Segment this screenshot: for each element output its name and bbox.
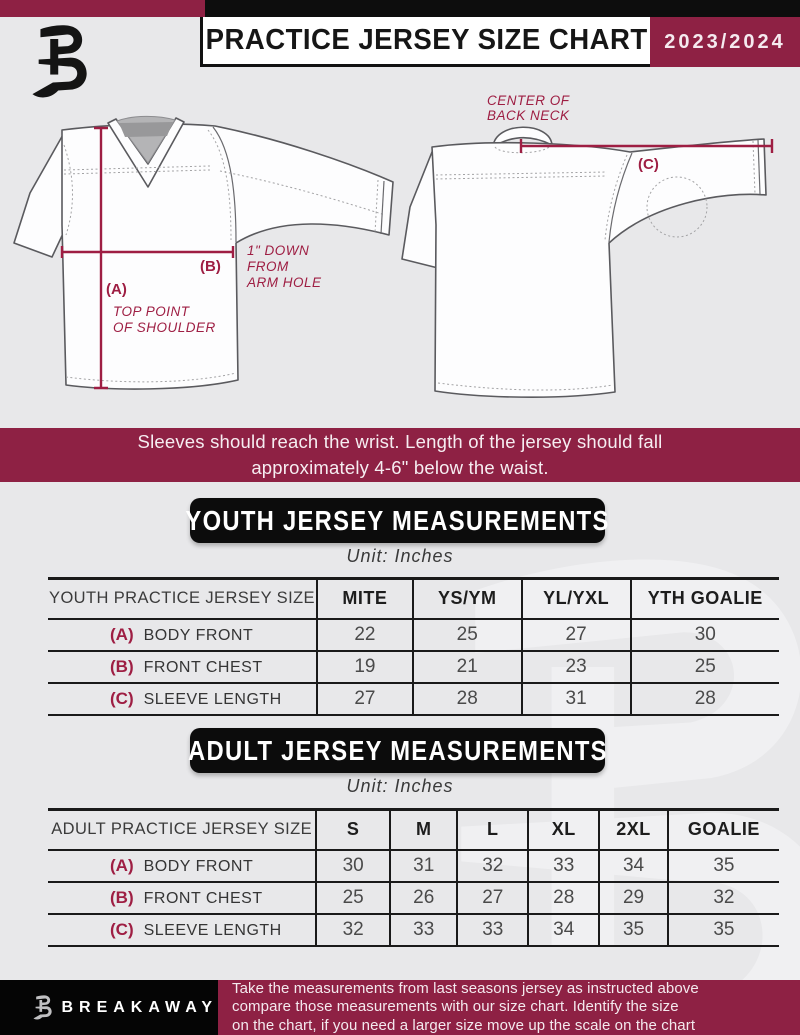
value-cell: 32: [457, 850, 528, 882]
value-cell: 28: [631, 683, 779, 715]
adult-col-l: L: [457, 810, 528, 850]
footer-brand-name: BREAKAWAY: [61, 998, 218, 1016]
value-cell: 21: [413, 651, 522, 683]
adult-header-row: [48, 810, 779, 850]
adult-row-b-label: (B) FRONT CHEST: [110, 887, 263, 907]
value-cell: 19: [317, 651, 413, 683]
youth-banner-label: YOUTH JERSEY MEASUREMENTS: [185, 504, 610, 536]
youth-section-banner: [185, 498, 610, 543]
caption-c-1: CENTER OF: [487, 95, 570, 108]
breakaway-logo-small-icon: [32, 988, 53, 1028]
caption-b-2: FROM: [247, 259, 289, 274]
value-cell: 25: [316, 882, 390, 914]
youth-col-ylyxl: YL/YXL: [522, 579, 631, 619]
adult-unit-label: Unit: Inches: [346, 776, 454, 796]
caption-c-2: BACK NECK: [487, 108, 570, 123]
footer-note-3: on the chart, if you need a larger size move up the scale on the chart: [232, 1016, 696, 1034]
front-left-sleeve: [14, 133, 68, 257]
adult-col-s: S: [316, 810, 390, 850]
adult-section-banner: [187, 728, 608, 773]
breakaway-logo-icon: [28, 22, 92, 104]
caption-a-1: TOP POINT: [113, 304, 190, 319]
value-cell: 35: [599, 914, 668, 946]
caption-b-3: ARM HOLE: [247, 275, 322, 290]
value-cell: 32: [316, 914, 390, 946]
front-neck-shadow: [119, 122, 173, 137]
table-row: [48, 619, 779, 651]
adult-size-table: [48, 808, 779, 947]
value-cell: 27: [317, 683, 413, 715]
table-row: [48, 882, 779, 914]
front-jersey-diagram: [0, 95, 412, 410]
caption-a-2: OF SHOULDER: [113, 320, 216, 335]
value-cell: 31: [390, 850, 457, 882]
page-title: PRACTICE JERSEY SIZE CHART: [205, 24, 648, 56]
youth-header-row: [48, 579, 779, 619]
value-cell: 34: [528, 914, 599, 946]
notice-line-2: approximately 4-6" below the waist.: [251, 457, 549, 478]
footer-brand-block: [0, 980, 218, 1035]
page-title-box: [200, 17, 650, 67]
header-black-strip: [205, 0, 800, 17]
value-cell: 25: [413, 619, 522, 651]
notice-banner: [0, 428, 800, 482]
footer-note-block: [218, 980, 800, 1035]
value-cell: 32: [668, 882, 779, 914]
value-cell: 26: [390, 882, 457, 914]
adult-col-m: M: [390, 810, 457, 850]
label-c: (C): [638, 156, 659, 173]
youth-unit-label: Unit: Inches: [346, 546, 454, 566]
value-cell: 22: [317, 619, 413, 651]
youth-row-c-label: (C) SLEEVE LENGTH: [110, 688, 282, 708]
adult-row-c-label: (C) SLEEVE LENGTH: [110, 919, 282, 939]
value-cell: 33: [457, 914, 528, 946]
value-cell: 35: [668, 914, 779, 946]
label-b: (B): [200, 258, 221, 275]
table-row: [48, 651, 779, 683]
adult-banner-label: ADULT JERSEY MEASUREMENTS: [187, 734, 608, 766]
value-cell: 33: [390, 914, 457, 946]
value-cell: 34: [599, 850, 668, 882]
header-maroon-strip: [0, 0, 205, 17]
value-cell: 29: [599, 882, 668, 914]
table-row: [48, 683, 779, 715]
notice-line-1: Sleeves should reach the wrist. Length of the jersey should fall: [137, 431, 663, 452]
label-a: (A): [106, 281, 127, 298]
youth-col-mite: MITE: [317, 579, 413, 619]
table-row: [48, 850, 779, 882]
value-cell: 27: [457, 882, 528, 914]
season-box: [650, 17, 800, 67]
adult-col-2xl: 2XL: [599, 810, 668, 850]
footer: [0, 980, 800, 1035]
back-jersey-diagram: [400, 95, 800, 410]
value-cell: 35: [668, 850, 779, 882]
value-cell: 28: [413, 683, 522, 715]
footer-note-2: compare those measurements with our size chart. Identify the size: [232, 998, 679, 1016]
season-label: 2023/2024: [664, 30, 786, 53]
youth-size-table: [48, 577, 779, 716]
value-cell: 25: [631, 651, 779, 683]
value-cell: 23: [522, 651, 631, 683]
adult-col-size: ADULT PRACTICE JERSEY SIZE: [51, 820, 312, 839]
footer-note-1: Take the measurements from last seasons jersey as instructed above: [232, 979, 699, 997]
value-cell: 30: [316, 850, 390, 882]
youth-row-b-label: (B) FRONT CHEST: [110, 656, 263, 676]
youth-row-a-label: (A) BODY FRONT: [110, 624, 254, 644]
value-cell: 30: [631, 619, 779, 651]
adult-row-a-label: (A) BODY FRONT: [110, 855, 254, 875]
youth-col-goalie: YTH GOALIE: [631, 579, 779, 619]
adult-col-goalie: GOALIE: [668, 810, 779, 850]
value-cell: 33: [528, 850, 599, 882]
table-row: [48, 914, 779, 946]
value-cell: 28: [528, 882, 599, 914]
value-cell: 31: [522, 683, 631, 715]
youth-col-ysym: YS/YM: [413, 579, 522, 619]
adult-col-xl: XL: [528, 810, 599, 850]
value-cell: 27: [522, 619, 631, 651]
caption-b-1: 1" DOWN: [247, 243, 310, 258]
front-jersey-body: [62, 124, 393, 389]
youth-col-size: YOUTH PRACTICE JERSEY SIZE: [49, 589, 315, 608]
